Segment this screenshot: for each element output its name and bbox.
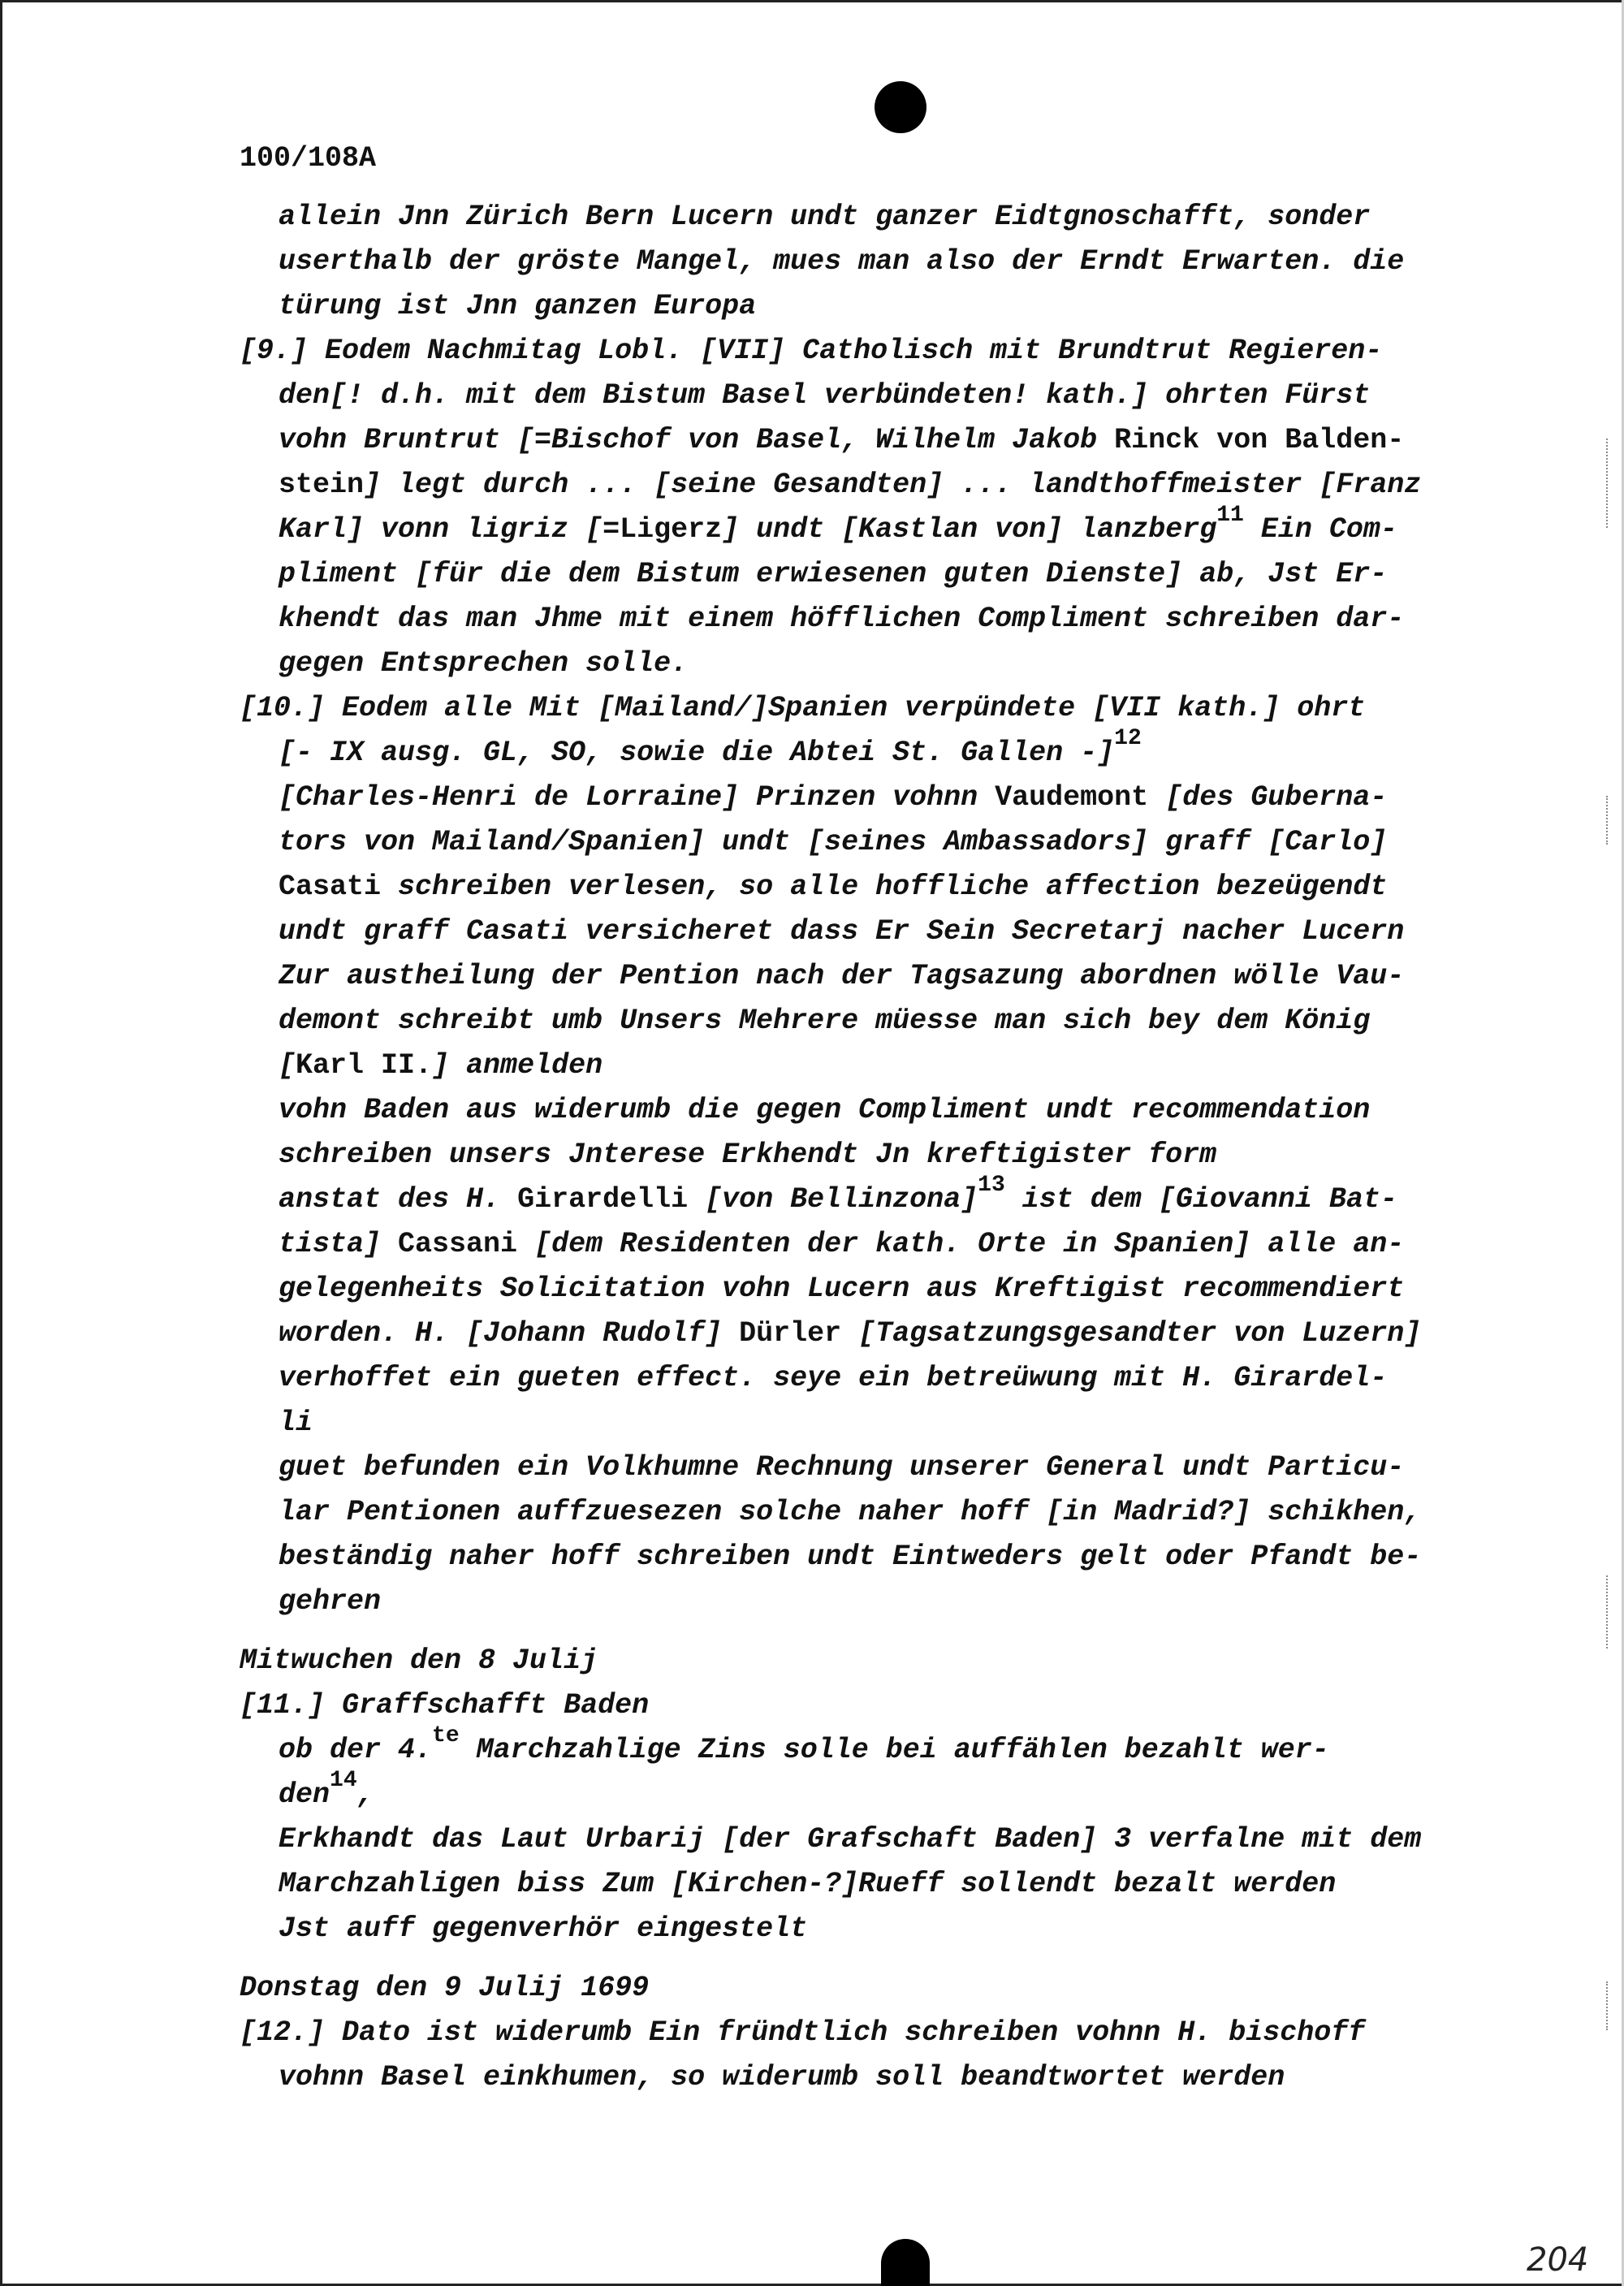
text-line: türung ist Jnn ganzen Europa	[279, 290, 757, 322]
text-run: Karl] vonn ligriz [=	[279, 513, 620, 546]
text-line: Marchzahligen biss Zum [Kirchen-?]Rueff sollendt bezalt werden	[279, 1868, 1337, 1900]
text-line: den[! d.h. mit dem Bistum Basel verbündeten! kath.] ohrten Fürst	[279, 379, 1371, 412]
text-run: ] legt durch ... [seine Gesandten] ... landthoffmeister [Franz	[364, 469, 1422, 501]
text-line	[240, 726, 1474, 776]
text-line	[240, 503, 1474, 552]
text-line	[240, 776, 1474, 820]
paragraph-11	[240, 1683, 1474, 1951]
transcription-body	[240, 195, 1474, 2100]
text-line: [10.] Eodem alle Mit [Mailand/]Spanien verpündete [VII kath.] ohrt	[240, 692, 1366, 724]
scan-speck	[1606, 796, 1611, 845]
scan-speck	[1606, 439, 1611, 528]
punch-hole-top-icon	[875, 81, 926, 133]
text-line	[240, 463, 1474, 508]
text-line: [12.] Dato ist widerumb Ein fründtlich schreiben vohnn H. bischoff	[240, 2016, 1366, 2049]
person-name: stein	[279, 469, 365, 501]
paragraph-12	[240, 2011, 1474, 2100]
text-run: den	[279, 1778, 330, 1811]
ordinal-suffix: te	[432, 1723, 460, 1748]
page-border-top	[0, 0, 1624, 2]
page-reference: 100/108A	[240, 142, 377, 175]
text-run: Marchzahlige Zins solle bei auffählen bezahlt wer-	[459, 1734, 1329, 1766]
text-line: tors von Mailand/Spanien] undt [seines Ambassadors] graff [Carlo]	[279, 826, 1388, 858]
handwritten-page-number: 204	[1527, 2241, 1589, 2279]
person-name: Cassani	[398, 1228, 518, 1260]
text-line: allein Jnn Zürich Bern Lucern undt ganzer Eidtgnoschafft, sonder	[279, 201, 1371, 233]
text-run: [	[279, 1049, 296, 1082]
text-line: verhoffet ein gueten effect. seye ein betreüwung mit H. Girardel-	[279, 1362, 1388, 1394]
paragraph-9	[240, 329, 1474, 686]
footnote-marker: 11	[1216, 503, 1244, 528]
paragraph-p1	[240, 195, 1474, 329]
text-run: ist dem [Giovanni Bat-	[1004, 1183, 1397, 1216]
person-name: Girardelli	[517, 1183, 689, 1216]
text-line	[240, 418, 1474, 463]
text-line: Erkhandt das Laut Urbarij [der Grafschaft Baden] 3 verfalne mit dem	[279, 1823, 1422, 1856]
text-line: undt graff Casati versicheret dass Er Sein Secretarj nacher Lucern	[279, 915, 1405, 948]
text-run: [dem Residenten der kath. Orte in Spanien] alle an-	[517, 1228, 1405, 1260]
text-line: [9.] Eodem Nachmitag Lobl. [VII] Catholisch mit Brundtrut Regieren-	[240, 335, 1383, 367]
text-line: beständig naher hoff schreiben undt Eintweders gelt oder Pfandt be-	[279, 1541, 1422, 1573]
text-run: anstat des H.	[279, 1183, 518, 1216]
text-run: [Tagsatzungsgesandter von Luzern]	[841, 1317, 1422, 1350]
text-run: vohn Bruntrut [=Bischof von Basel, Wilhelm Jakob	[279, 424, 1115, 456]
text-run: ob der 4.	[279, 1734, 433, 1766]
text-line: guet befunden ein Volkhumne Rechnung unserer General undt Particu-	[279, 1451, 1405, 1484]
text-line: demont schreibt umb Unsers Mehrere müesse man sich bey dem König	[279, 1005, 1371, 1037]
text-run: ,	[356, 1778, 374, 1811]
text-line: vohnn Basel einkhumen, so widerumb soll beandtwortet werden	[279, 2061, 1285, 2094]
text-line	[240, 1312, 1474, 1356]
text-run: schreiben verlesen, so alle hoffliche affection bezeügendt	[381, 871, 1388, 903]
text-line: vohn Baden aus widerumb die gegen Compliment undt recommendation	[279, 1094, 1371, 1126]
text-line	[240, 1723, 1474, 1773]
text-run: worden. H. [Johann Rudolf]	[279, 1317, 740, 1350]
footnote-marker: 12	[1114, 726, 1142, 751]
text-line	[240, 1173, 1474, 1222]
person-name: Karl II.	[296, 1049, 433, 1082]
text-line: Zur austheilung der Pention nach der Tagsazung abordnen wölle Vau-	[279, 960, 1405, 992]
person-name: Dürler	[739, 1317, 842, 1350]
text-line: li	[279, 1407, 313, 1439]
text-run: ] anmelden	[432, 1049, 603, 1082]
text-line: lar Pentionen auffzuesezen solche naher hoff [in Madrid?] schikhen,	[279, 1496, 1422, 1528]
text-run: [- IX ausg. GL, SO, sowie die Abtei St. Gallen -]	[279, 737, 1115, 769]
date-heading: Mitwuchen den 8 Julij	[240, 1644, 598, 1677]
text-line: gegen Entsprechen solle.	[279, 647, 689, 680]
footnote-marker: 14	[330, 1768, 357, 1793]
text-line: [11.] Graffschafft Baden	[240, 1689, 650, 1722]
date-heading: Donstag den 9 Julij 1699	[240, 1972, 650, 2004]
text-line: schreiben unsers Jnterese Erkhendt Jn kreftigister form	[279, 1139, 1217, 1171]
text-line	[240, 1222, 1474, 1267]
text-line: Jst auff gegenverhör eingestelt	[279, 1912, 808, 1945]
text-run: [des Guberna-	[1148, 781, 1388, 814]
paragraph-10	[240, 686, 1474, 1624]
text-run: [Charles-Henri de Lorraine] Prinzen vohnn	[279, 781, 996, 814]
person-name: Casati	[279, 871, 382, 903]
text-line: userthalb der gröste Mangel, mues man also der Erndt Erwarten. die	[279, 245, 1405, 278]
text-run: [von Bellinzona]	[688, 1183, 978, 1216]
footnote-marker: 13	[978, 1173, 1005, 1198]
text-line	[240, 1044, 1474, 1088]
scan-speck	[1606, 1575, 1611, 1649]
text-run: tista]	[279, 1228, 399, 1260]
text-line: gehren	[279, 1585, 382, 1618]
text-line	[240, 865, 1474, 910]
text-line: khendt das man Jhme mit einem höfflichen Compliment schreiben dar-	[279, 603, 1405, 635]
text-line: pliment [für die dem Bistum erwiesenen guten Dienste] ab, Jst Er-	[279, 558, 1388, 590]
text-line: gelegenheits Solicitation vohn Lucern aus Kreftigist recommendiert	[279, 1273, 1405, 1305]
page-border-left	[0, 0, 2, 2286]
place-name: Ligerz	[620, 513, 723, 546]
text-run: ] undt [Kastlan von] lanzberg	[722, 513, 1217, 546]
text-line	[240, 1768, 1474, 1817]
person-name: Vaudemont	[995, 781, 1149, 814]
scan-speck	[1606, 1981, 1611, 2030]
text-run: Ein Com-	[1243, 513, 1397, 546]
person-name: Rinck von Balden-	[1114, 424, 1405, 456]
punch-hole-bottom-icon	[881, 2239, 930, 2286]
